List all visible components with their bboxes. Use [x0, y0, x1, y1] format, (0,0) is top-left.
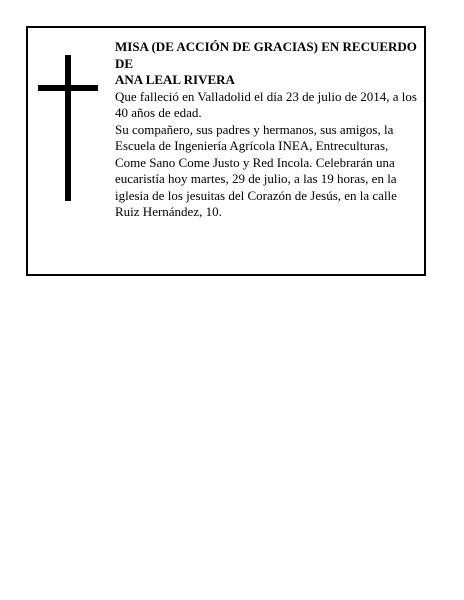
- notice-death-details: Que falleció en Valladolid el día 23 de julio de 2014, a los 40 años de edad.: [115, 88, 417, 120]
- notice-mass-details: Su compañero, sus padres y hermanos, sus amigos, la Escuela de Ingeniería Agrícola INEA, Entreculturas, Come Sano Come Justo y Red Incola. Celebrarán una eucaristía hoy martes, 29 de julio, a las 19 horas, en la iglesia de los jesuitas del Corazón de Jesús, en la calle Ruiz Hernández, 10.: [115, 121, 397, 219]
- notice-heading-name: ANA LEAL RIVERA: [115, 72, 235, 87]
- cross-horizontal-bar: [38, 85, 98, 91]
- cross-vertical-bar: [65, 55, 71, 201]
- cross-icon: [38, 55, 98, 201]
- notice-text: [115, 39, 421, 221]
- obituary-notice: [26, 26, 426, 276]
- notice-heading-title: MISA (DE ACCIÓN DE GRACIAS) EN RECUERDO DE: [115, 39, 417, 71]
